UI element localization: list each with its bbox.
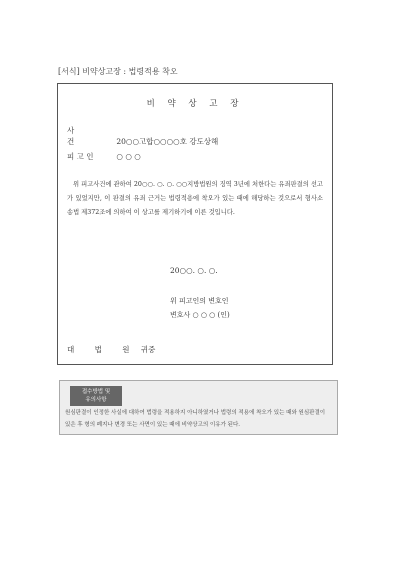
defendant-label: 피 고 인 — [67, 152, 94, 161]
notes-badge-line2: 유의사항 — [85, 397, 107, 403]
case-label: 사 건 — [67, 126, 93, 146]
court-name: 대 법 원 — [67, 345, 139, 354]
appeal-body-text: 위 피고사건에 관하여 20○○. ○. ○. ○○지방법원의 징역 3년에 처한다는 유죄판결의 선고가 있었지만, 이 판결의 유죄 근거는 법령적용에 착오가 있는 때에 해당하는 것으로서 형사소송법 제372조에 의하여 이 상고를 제기하기에 이른 것입니다. — [67, 181, 323, 216]
notes-text: 원심판결이 인정한 사실에 대하여 법령을 적용하지 아니하였거나 법령의 적용에 착오가 있는 때와 원심판결이 있은 후 형의 폐지나 변경 또는 사면이 있는 때에 비약상고의 이유가 된다. — [65, 410, 326, 428]
defendant-row — [67, 151, 141, 162]
appeal-form — [57, 83, 333, 365]
court-addressee — [67, 344, 155, 355]
counsel-name: 변호사 ○ ○ ○ (인) — [170, 311, 230, 319]
defendant-value: ○ ○ ○ — [116, 152, 141, 161]
counsel-title: 위 피고인의 변호인 — [170, 297, 229, 305]
notes-badge-line1: 접수방법 및 — [81, 389, 111, 395]
filing-date: 20○○. ○. ○. — [170, 266, 218, 275]
document-label: [서식] 비약상고장 : 법령적용 착오 — [58, 67, 178, 76]
case-value: 20○○고합○○○○호 강도상해 — [116, 137, 219, 146]
filing-notes-box — [59, 380, 338, 435]
case-row — [67, 125, 218, 147]
notes-badge — [70, 386, 122, 406]
form-title: 비 약 상 고 장 — [146, 99, 244, 109]
court-suffix: 귀중 — [140, 345, 156, 354]
